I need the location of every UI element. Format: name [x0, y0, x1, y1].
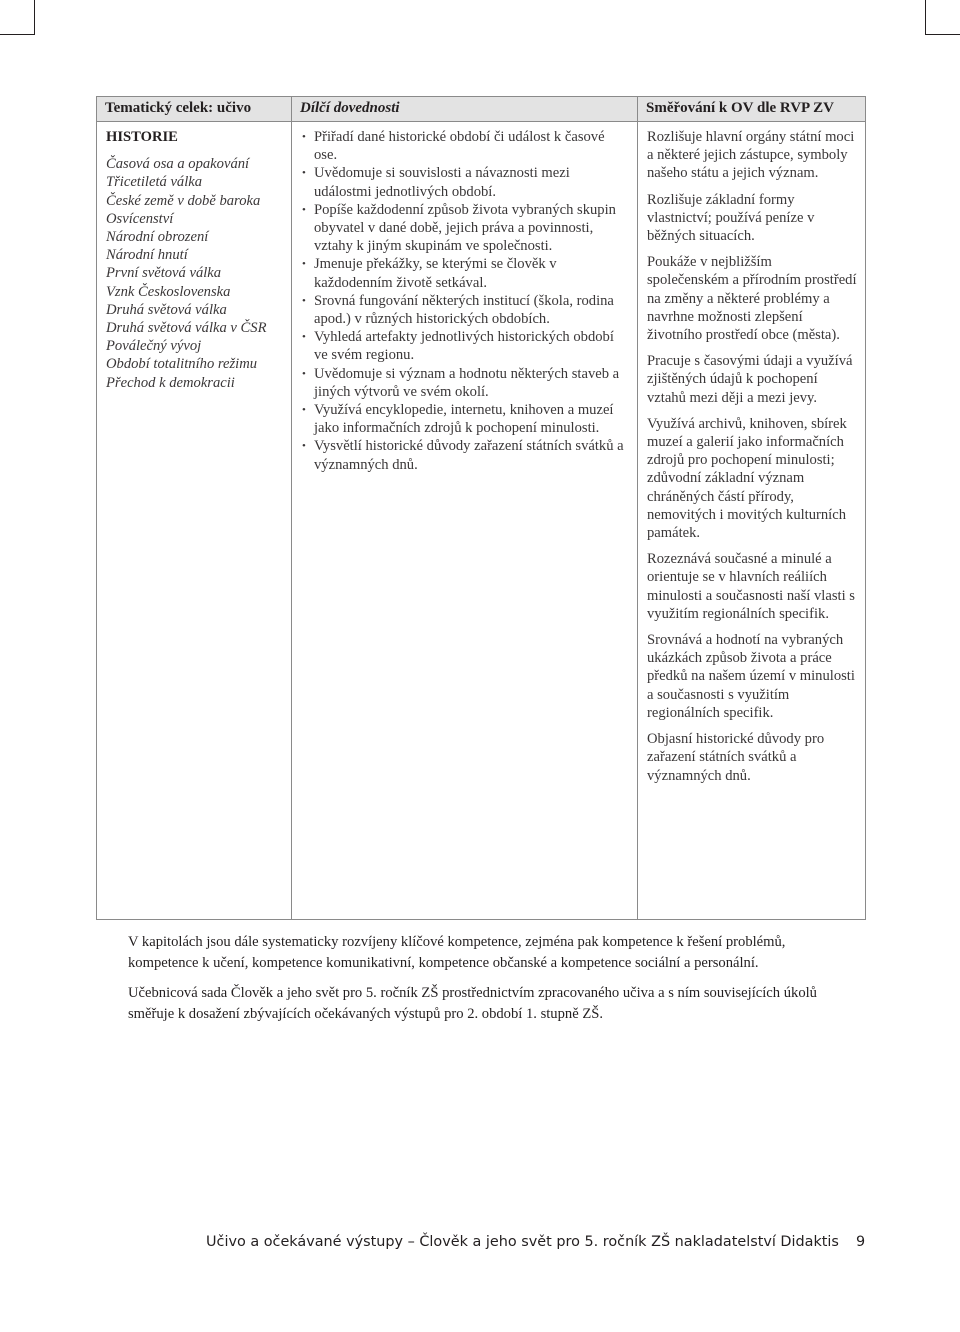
skill-text: Vyhledá artefakty jednotlivých historických období ve svém regionu. [314, 329, 614, 364]
topic-cell [97, 122, 292, 920]
topic-item: České země v době baroka [106, 192, 261, 209]
skill-item [301, 328, 629, 364]
note-paragraph: Učebnicová sada Člověk a jeho svět pro 5. ročník ZŠ prostřednictvím zpracovaného učiva a s ním souvisejících úkolů směřuje k dosažení zbývajících očekávaných výstupů pro 2. období 1. stupně ZŠ. [128, 985, 817, 1022]
rvp-paragraph: Srovnává a hodnotí na vybraných ukázkách způsob života a práce předků na našem území v minulosti a současnosti s využitím regionálních specifik. [647, 632, 855, 721]
topic-item: Druhá světová válka [106, 301, 227, 318]
skill-item [301, 365, 629, 401]
rvp-cell [638, 122, 866, 920]
skill-text: Přiřadí dané historické období či událost k časové ose. [314, 129, 605, 164]
page-number: 9 [856, 1234, 866, 1250]
skills-cell [292, 122, 638, 920]
bullet-icon: • [302, 131, 306, 143]
topic-item: První světová válka [106, 265, 222, 282]
bullet-icon: • [302, 367, 306, 380]
topic-list [106, 155, 283, 392]
rvp-paragraph: Poukáže v nejbližším společenském a přírodním prostředí na změny a některé problémy a navrhne možnosti zlepšení životního prostředí obce (města). [647, 254, 857, 344]
bullet-icon: • [302, 294, 306, 307]
rvp-paragraph: Využívá archivů, knihoven, sbírek muzeí a galerií jako informačních zdrojů pro pochopení minulosti; zdůvodní základní význam chráněných částí přírody, nemovitých i movitých kulturních památek. [647, 415, 847, 542]
skill-item [301, 128, 629, 164]
rvp-paragraph: Objasní historické důvody pro zařazení státních svátků a významných dnů. [647, 731, 825, 784]
crop-mark-top-right [925, 0, 960, 35]
topic-title: HISTORIE [106, 129, 178, 145]
skill-text: Jmenuje překážky, se kterými se člověk v každodenním životě setkával. [314, 256, 557, 291]
rvp-paragraph: Rozeznává současné a minulé a orientuje se v hlavních reáliích minulosti a současnosti naší vlasti s využitím regionálních specifik. [647, 551, 855, 622]
topic-item: Národní obrození [106, 229, 209, 246]
skill-text: Využívá encyklopedie, internetu, knihoven a muzeí jako informačních zdrojů k pochopení minulosti. [314, 402, 614, 437]
topic-item: Třicetiletá válka [106, 174, 203, 191]
bullet-icon: • [302, 203, 306, 216]
bullet-icon: • [302, 440, 306, 453]
topic-item: Národní hnutí [106, 247, 188, 264]
header-skills: Dílčí dovednosti [292, 97, 638, 122]
header-topic: Tematický celek: učivo [97, 97, 292, 122]
skill-text: Uvědomuje si souvislosti a návaznosti mezi událostmi jednotlivých období. [314, 165, 570, 200]
table-row [97, 122, 866, 920]
topic-item: Poválečný vývoj [106, 338, 202, 355]
page-footer [206, 1234, 868, 1250]
header-rvp: Směřování k OV dle RVP ZV [638, 97, 866, 122]
skill-text: Popíše každodenní způsob života vybraných skupin obyvatel v dané době, jejich práva a povinnosti, vztahy k jiným skupinám ve společnosti. [314, 201, 616, 255]
rvp-paragraph: Pracuje s časovými údaji a využívá zjištěných údajů k pochopení vztahů mezi ději a mezi jevy. [647, 353, 853, 406]
topic-item: Osvícenství [106, 210, 174, 227]
skill-item [301, 292, 629, 328]
bullet-icon: • [302, 167, 306, 180]
skill-item [301, 401, 629, 437]
topic-item: Časová osa a opakování [106, 156, 250, 173]
topic-item: Přechod k demokracii [106, 374, 235, 391]
notes-section [128, 932, 848, 1034]
crop-mark-top-left [0, 0, 35, 35]
topic-item: Období totalitního režimu [106, 356, 258, 373]
skill-text: Srovná fungování některých institucí (škola, rodina apod.) v různých historických obdobích. [314, 292, 614, 328]
skill-item [301, 201, 629, 256]
rvp-paragraph: Rozlišuje hlavní orgány státní moci a některé jejich zástupce, symboly našeho státu a jejich význam. [647, 129, 855, 182]
rvp-paragraph: Rozlišuje základní formy vlastnictví; používá peníze v běžných situacích. [647, 191, 815, 245]
bullet-icon: • [302, 258, 306, 271]
skill-item [301, 437, 629, 473]
skill-text: Vysvětlí historické důvody zařazení státních svátků a významných dnů. [314, 438, 624, 473]
topic-item: Druhá světová válka v ČSR [106, 320, 267, 337]
skills-list [301, 128, 629, 474]
bullet-icon: • [302, 331, 306, 344]
bullet-icon: • [302, 404, 306, 417]
note-paragraph: V kapitolách jsou dále systematicky rozvíjeny klíčové kompetence, zejména pak kompetence k řešení problémů, kompetence k učení, kompetence komunikativní, kompetence občanské a kompetence sociální a personální. [128, 934, 786, 971]
table-header-row [97, 97, 866, 122]
skill-item [301, 255, 629, 291]
topic-item: Vznk Československa [106, 283, 231, 300]
curriculum-table [96, 96, 866, 920]
skill-text: Uvědomuje si význam a hodnotu některých staveb a jiných výtvorů ve svém okolí. [314, 365, 620, 400]
footer-text: Učivo a očekávané výstupy – Člověk a jeho svět pro 5. ročník ZŠ nakladatelství Didaktis [206, 1234, 839, 1250]
skill-item [301, 164, 629, 200]
